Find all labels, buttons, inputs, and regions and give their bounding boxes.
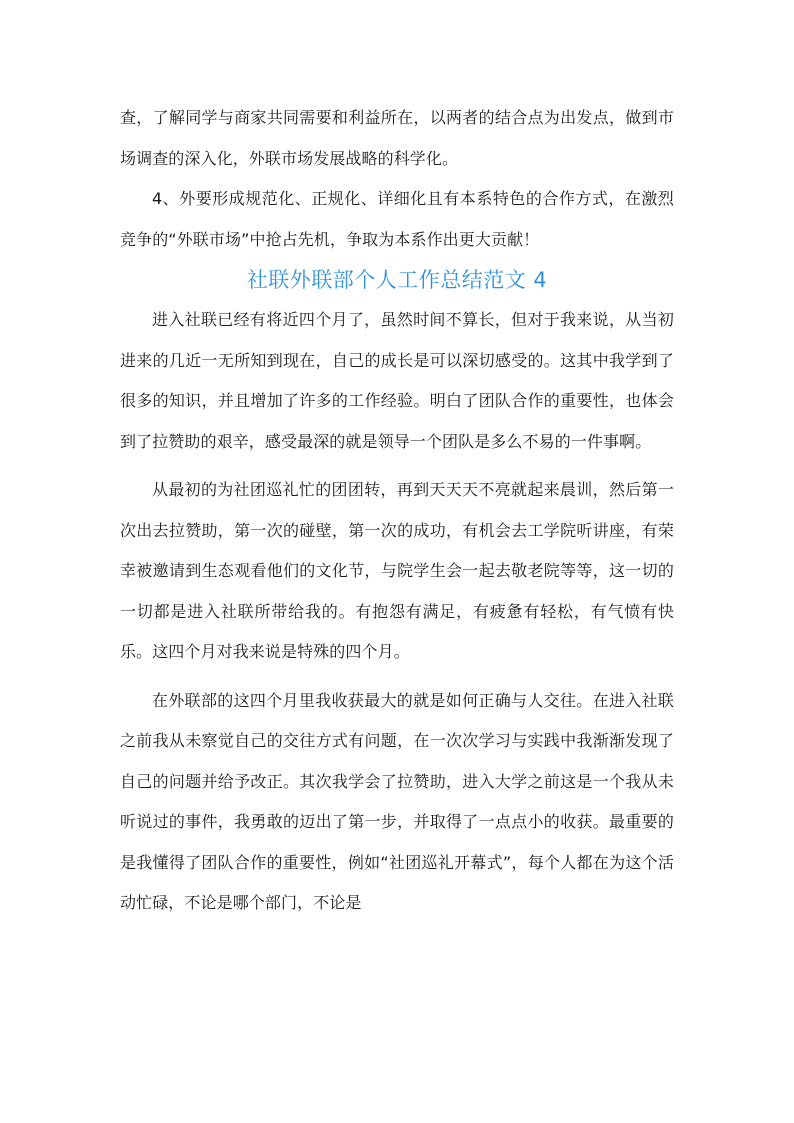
document-body [120,98,674,924]
paragraph-spacer [120,673,674,681]
paragraph-spacer [120,462,674,470]
paragraph-intro: 进入社联已经有将近四个月了，虽然时间不算长，但对于我来说，从当初进来的几近一无所知到现在，自己的成长是可以深切感受的。这其中我学到了很多的知识，并且增加了许多的工作经验。明白了团队合作的重要性，也体会到了拉赞助的艰辛，感受最深的就是领导一个团队是多么不易的一件事啊。 [120,310,674,451]
paragraph-experiences: 从最初的为社团巡礼忙的团团转，再到天天天不亮就起来晨训，然后第一次出去拉赞助，第一次的碰壁，第一次的成功，有机会去工学院听讲座，有荣幸被邀请到生态观看他们的文化节，与院学生会一起去敬老院等等，这一切的一切都是进入社联所带给我的。有抱怨有满足，有疲惫有轻松，有气愤有快乐。这四个月对我来说是特殊的四个月。 [120,480,674,661]
section-heading: 社联外联部个人工作总结范文 4 [246,268,548,292]
paragraph-continuation: 查，了解同学与商家共同需要和利益所在，以两者的结合点为出发点，做到市场调查的深入化，外联市场发展战略的科学化。 [120,108,674,168]
paragraph-point-4: 4、外要形成规范化、正规化、详细化且有本系特色的合作方式，在激烈竞争的“外联市场”中抢占先机，争取为本系作出更大贡献！ [120,189,674,249]
paragraph-gains: 在外联部的这四个月里我收获最大的就是如何正确与人交往。在进入社联之前我从未察觉自己的交往方式有问题，在一次次学习与实践中我渐渐发现了自己的问题并给予改正。其次我学会了拉赞助，进入大学之前这是一个我从未听说过的事件，我勇敢的迈出了第一步，并取得了一点点小的收获。最重要的是我懂得了团队合作的重要性，例如“社团巡礼开幕式”，每个人都在为这个活动忙碌，不论是哪个部门，不论是 [120,690,674,912]
